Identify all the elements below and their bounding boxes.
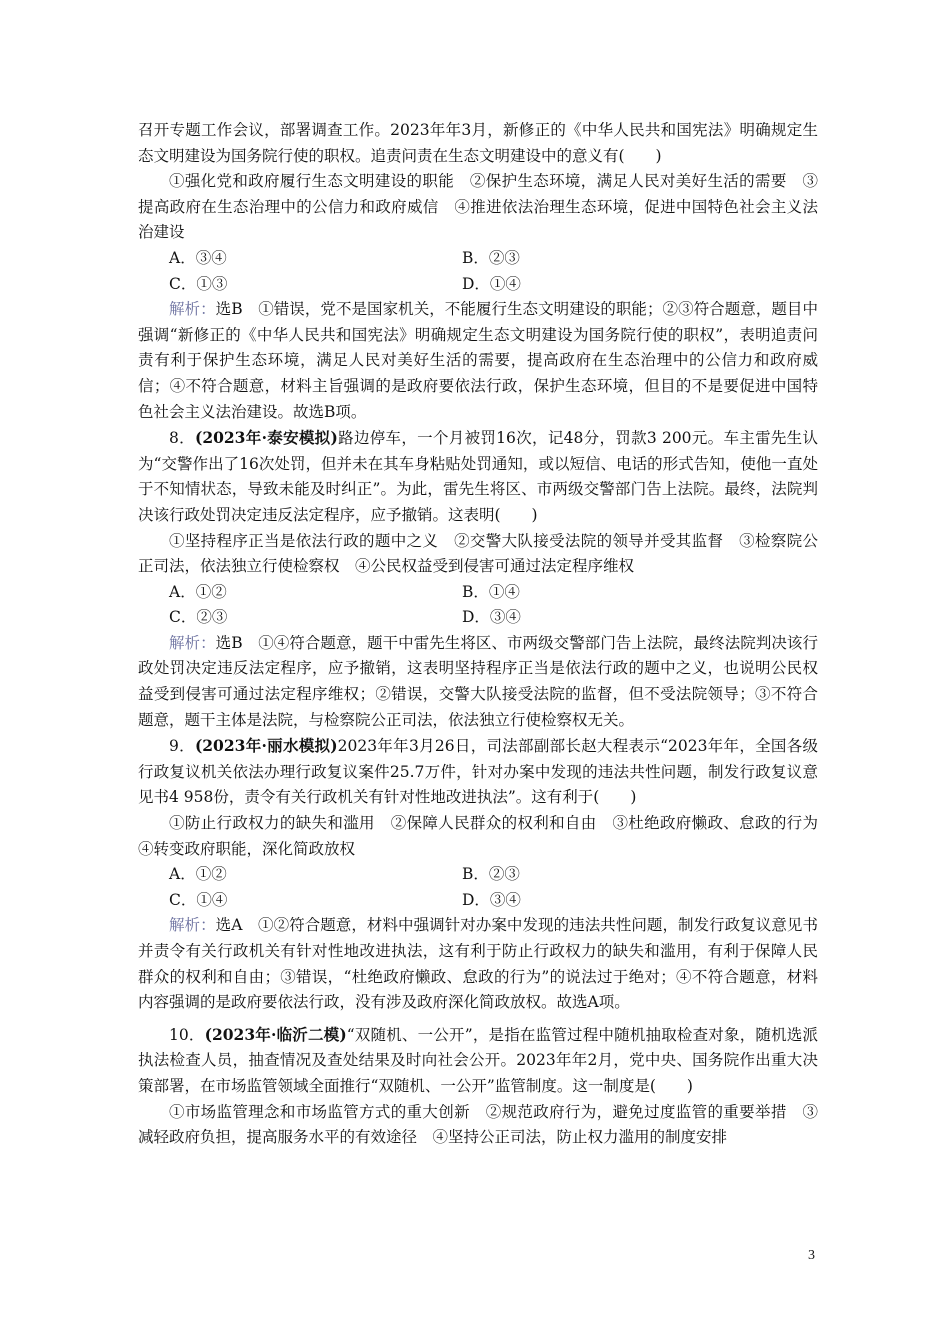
q10-stem [138,1022,818,1100]
q9-analysis-text: 选A ①②符合题意，材料中强调针对办案中发现的违法共性问题，制发行政复议意见书并责令有关行政机关有针对性地改进执法，这有利于防止行政权力的缺失和滥用，有利于保障人民群众的权利和自由；③错误，“杜绝政府懒政、怠政的行为”的说法过于绝对；④不符合题意，材料内容强调的是政府要依法行政，没有涉及政府深化简政放权。故选A项。 [138,916,818,1012]
q7-options-row-1 [138,246,818,272]
q7-option-b: B．②③ [462,248,520,267]
q8-option-b: B．①④ [462,582,520,601]
q7-analysis [138,297,818,425]
q7-stem-continued: 召开专题工作会议，部署调查工作。2023年年3月，新修正的《中华人民共和国宪法》明确规定生态文明建设为国务院行使的职权。追责问责在生态文明建设中的意义有( ) [138,121,818,165]
q8-analysis-text: 选B ①④符合题意，题干中雷先生将区、市两级交警部门告上法院，最终法院判决该行政处罚决定违反法定程序，应予撤销，这表明坚持程序正当是依法行政的题中之义，也说明公民权益受到侵害可通过法定程序维权；②错误，交警大队接受法院的监督，但不受法院领导；③不符合题意，题干主体是法院，与检察院公正司法，依法独立行使检察权无关。 [138,633,818,729]
q8-stem-text: 路边停车，一个月被罚16次，记48分，罚款3 200元。车主雷先生认为“交警作出了16次处罚，但并未在其车身粘贴处罚通知，或以短信、电话的形式告知，使他一直处于不知情状态，导致未能及时纠正”。为此，雷先生将区、市两级交警部门告上法院。最终，法院判决该行政处罚决定违反法定程序，应予撤销。这表明( ) [138,429,818,524]
q8-option-a: A．①② [169,582,227,601]
q10-number: 10． [169,1025,205,1044]
q9-options-row-1 [138,862,818,888]
document-page [138,118,834,1151]
q8-statements: ①坚持程序正当是依法行政的题中之义 ②交警大队接受法院的领导并受其监督 ③检察院公正司法，依法独立行使检察权 ④公民权益受到侵害可通过法定程序维权 [138,531,818,576]
q10-source: (2023年·临沂二模) [204,1024,347,1044]
q8-analysis-label: 解析： [169,633,216,652]
q8-number: 8． [169,429,195,448]
q7-option-c: C．①③ [169,274,228,293]
q9-stem-text: 2023年年3月26日，司法部副部长赵大程表示“2023年年，全国各级行政复议机关依法办理行政复议案件25.7万件，针对办案中发现的违法共性问题，制发行政复议意见书4 958份，责令有关行政机关有针对性地改进执法”。这有利于( ) [138,737,818,807]
q7-option-a: A．③④ [169,248,227,267]
page-number: 3 [808,1248,815,1263]
q9-analysis [138,913,818,1015]
q7-analysis-text: 选B ①错误，党不是国家机关，不能履行生态文明建设的职能；②③符合题意，题目中强调“新修正的《中华人民共和国宪法》明确规定生态文明建设为国务院行使的职权”，表明追责问责有利于保护生态环境，满足人民对美好生活的需要，提高政府在生态治理中的公信力和政府威信；④不符合题意，材料主旨强调的是政府要依法行政，保护生态环境，但目的不是要促进中国特色社会主义法治建设。故选B项。 [138,300,818,421]
q8-source: (2023年·泰安模拟) [194,428,338,448]
q10-stem-text: “双随机、一公开”，是指在监管过程中随机抽取检查对象，随机选派执法检查人员，抽查情况及查处结果及时向社会公开。2023年年2月，党中央、国务院作出重大决策部署，在市场监管领域全面推行“双随机、一公开”监管制度。这一制度是( ) [138,1025,818,1095]
q9-option-a: A．①② [169,865,227,884]
q8-analysis [138,631,818,733]
q8-options-row-1 [138,580,818,606]
q9-stem [138,733,818,811]
q9-source: (2023年·丽水模拟) [194,736,338,756]
q9-statements: ①防止行政权力的缺失和滥用 ②保障人民群众的权利和自由 ③杜绝政府懒政、怠政的行为 ④转变政府职能，深化简政放权 [138,814,834,858]
q8-stem [138,425,818,528]
q7-statements: ①强化党和政府履行生态文明建设的职能 ②保护生态环境，满足人民对美好生活的需要 ③提高政府在生态治理中的公信力和政府威信 ④推进依法治理生态环境，促进中国特色社会主义法治建设 [138,172,818,242]
q8-option-d: D．③④ [462,608,521,627]
q7-analysis-label: 解析： [169,300,216,319]
q10-statements: ①市场监管理念和市场监管方式的重大创新 ②规范政府行为，避免过度监管的重要举措 ③减轻政府负担，提高服务水平的有效途径 ④坚持公正司法，防止权力滥用的制度安排 [138,1102,818,1147]
q7-options-row-2 [138,272,818,298]
q8-options-row-2 [138,605,818,631]
q8-option-c: C．②③ [169,608,228,627]
q9-analysis-label: 解析： [169,916,216,935]
q9-option-b: B．②③ [462,865,520,884]
q9-options-row-2 [138,888,818,914]
q9-number: 9． [169,737,195,756]
q9-option-d: D．③④ [462,890,521,909]
q7-option-d: D．①④ [462,274,521,293]
q9-option-c: C．①④ [169,890,228,909]
